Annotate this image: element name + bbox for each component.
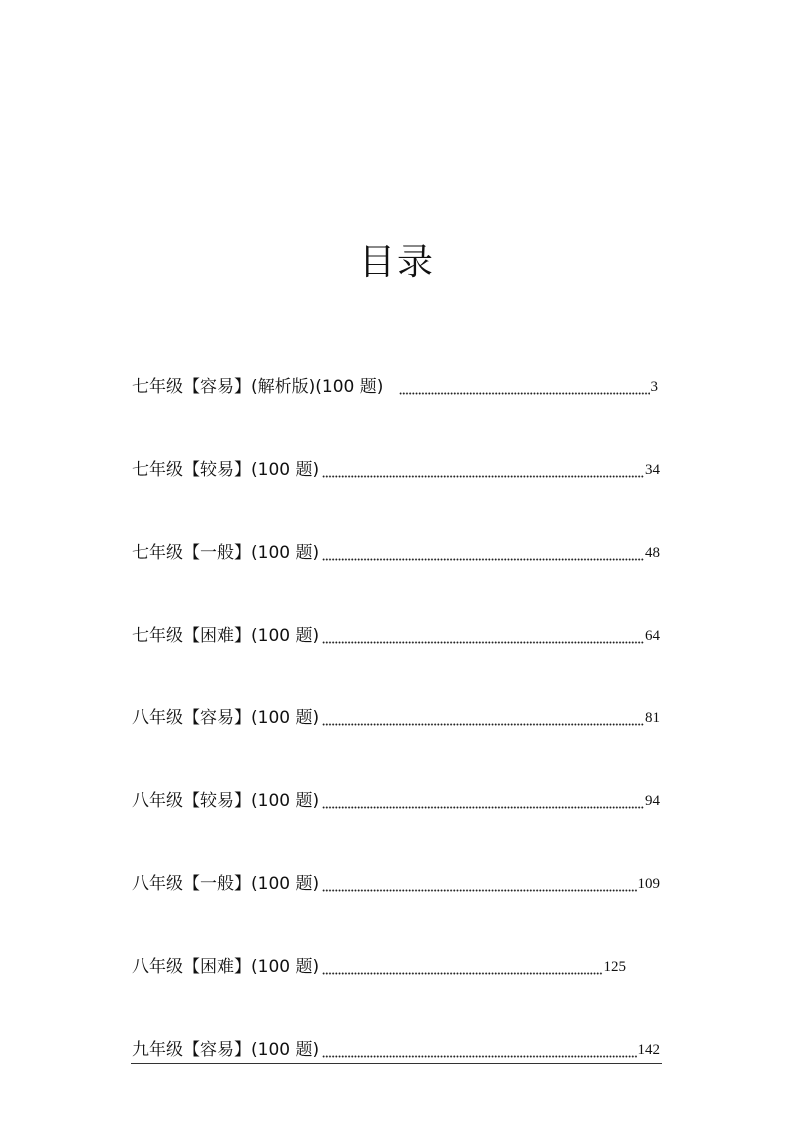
toc-page-number: 125 bbox=[603, 959, 626, 975]
toc-page-number: 94 bbox=[645, 793, 660, 809]
toc-entry[interactable] bbox=[132, 1036, 660, 1062]
toc-entry-label: 八年级【容易】(100 题) bbox=[132, 708, 320, 728]
toc-entry-label: 七年级【容易】(解析版)(100 题) bbox=[132, 377, 384, 397]
toc-page-number: 48 bbox=[645, 545, 660, 561]
page-title: 目录 bbox=[358, 242, 435, 283]
toc-dot-leader bbox=[322, 624, 644, 648]
toc-entry-label: 七年级【困难】(100 题) bbox=[132, 626, 320, 646]
toc-entry[interactable] bbox=[132, 456, 660, 482]
toc-entry[interactable] bbox=[132, 373, 658, 399]
toc-entry[interactable] bbox=[132, 539, 660, 565]
toc-dot-leader bbox=[322, 706, 644, 730]
toc-entry-label: 八年级【一般】(100 题) bbox=[132, 874, 320, 894]
toc-page-number: 3 bbox=[650, 379, 658, 395]
toc-dot-leader bbox=[322, 1038, 636, 1062]
toc-entry-label: 八年级【较易】(100 题) bbox=[132, 791, 320, 811]
toc-dot-leader bbox=[399, 375, 649, 399]
toc-dot-leader bbox=[322, 789, 644, 813]
toc-entry[interactable] bbox=[132, 953, 626, 979]
toc-entry[interactable] bbox=[132, 870, 660, 896]
toc-entry-label: 七年级【一般】(100 题) bbox=[132, 543, 320, 563]
toc-dot-leader bbox=[322, 955, 602, 979]
toc-entry[interactable] bbox=[132, 704, 660, 730]
toc-dot-leader bbox=[322, 541, 644, 565]
toc-dot-leader bbox=[322, 872, 636, 896]
toc-entry[interactable] bbox=[132, 622, 660, 648]
toc-page-number: 109 bbox=[637, 876, 660, 892]
toc-entry[interactable] bbox=[132, 787, 660, 813]
toc-dot-leader bbox=[322, 458, 644, 482]
toc-entry-label: 九年级【容易】(100 题) bbox=[132, 1040, 320, 1060]
toc-page-number: 34 bbox=[645, 462, 660, 478]
toc-page-number: 142 bbox=[637, 1042, 660, 1058]
toc-entry-label: 七年级【较易】(100 题) bbox=[132, 460, 320, 480]
toc-page-number: 81 bbox=[645, 710, 660, 726]
toc-page-number: 64 bbox=[645, 628, 660, 644]
divider bbox=[131, 1063, 662, 1064]
toc-entry-label: 八年级【困难】(100 题) bbox=[132, 957, 320, 977]
